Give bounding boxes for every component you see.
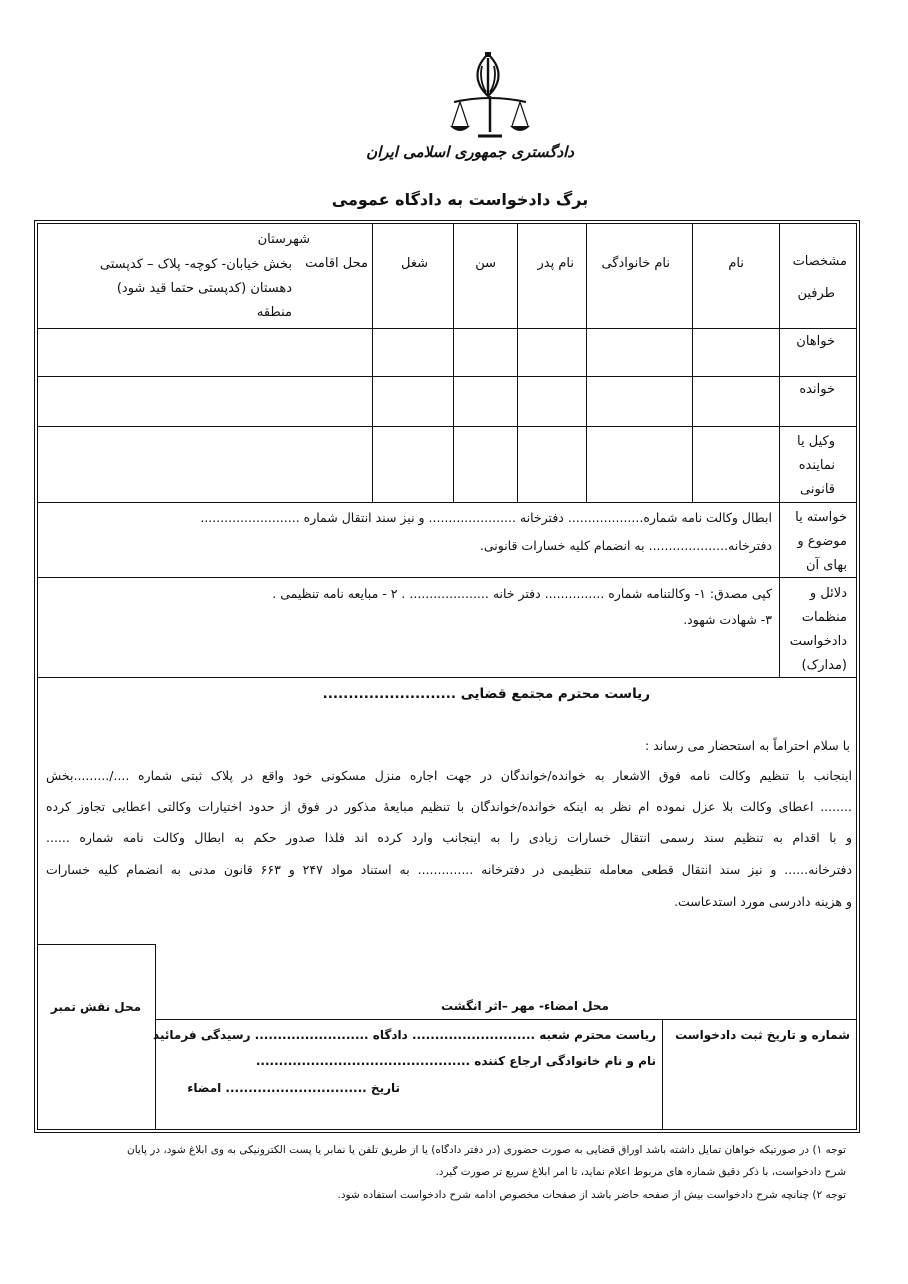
note-1-line-2: شرح دادخواست، با ذکر دقیق شماره های مربوط اعلام نماید، تا امر ابلاغ سریع تر صورت گیرد. bbox=[435, 1166, 846, 1178]
evidence-label-2: منظمات bbox=[801, 610, 847, 625]
letter-greeting: با سلام احتراماً به استحضار می رساند : bbox=[645, 738, 850, 753]
note-2: توجه ۲) چنانچه شرح دادخواست بیش از صفحه حاضر باشد از صفحات مخصوص ادامه شرح دادخواست استفاده شود. bbox=[337, 1189, 846, 1201]
header-residence-line4: منطقه bbox=[256, 305, 292, 320]
letter-line: ........ اعطای وکالت بلا عزل نموده ام نظر به اینکه خوانده/خواندگان با تنظیم مبایعهٔ مذکور در فوق از حدود اختیارات وکالتی اعطایی تجاوز کرده bbox=[46, 799, 852, 814]
letter-line: و با اقدام به تنظیم سند رسمی انتقال خسارات زیادی را به اینجانب وارد کرده اند فلذا صدور حکم به ابطال وکالت نامه شماره ...... bbox=[46, 830, 852, 845]
evidence-label-1: دلائل و bbox=[809, 586, 847, 601]
row-lawyer-label-3: قانونی bbox=[800, 482, 835, 497]
row-lawyer-label-1: وکیل یا bbox=[797, 434, 835, 449]
header-residence-line2: بخش خیابان- کوچه- پلاک – کدپستی bbox=[99, 257, 292, 272]
header-occupation: شغل bbox=[400, 256, 428, 271]
branch-line: ریاست محترم شعبه ........................... دادگاه ......................... رسیدگی فرمائید bbox=[153, 1028, 656, 1042]
evidence-text-line-1: کپی مصدق: ۱- وکالتنامه شماره ............... دفتر خانه .................... . ۲ - مبایعه نامه تنظیمی . bbox=[272, 586, 772, 601]
claim-text-line-1: ابطال وکالت نامه شماره................... دفترخانه ...................... و نیز سند انتقال شماره ......................... bbox=[200, 510, 772, 525]
row-defendant-label: خوانده bbox=[799, 382, 835, 397]
referrer-line: نام و نام خانوادگی ارجاع کننده ............................................... bbox=[255, 1054, 656, 1068]
evidence-label-3: دادخواست bbox=[789, 634, 847, 649]
note-1-line-1: توجه ۱) در صورتیکه خواهان تمایل داشته باشد اوراق قضایی به صورت حضوری (در دفتر دادگاه) یا از طریق تلفن یا نمابر یا پست الکترونیکی به وی ابلاغ شود، در پایان bbox=[126, 1144, 846, 1156]
header-father-name: نام پدر bbox=[537, 256, 574, 271]
letter-heading: ریاست محترم مجتمع قضایی .......................... bbox=[322, 686, 650, 702]
letter-line: و هزینه دادرسی مورد استدعاست. bbox=[674, 894, 852, 909]
logo-caption: دادگستری جمهوری اسلامی ایران bbox=[366, 143, 574, 161]
header-name: نام bbox=[728, 256, 744, 271]
date-signature-line: تاریخ ............................... امضاء bbox=[187, 1081, 400, 1095]
header-age: سن bbox=[475, 256, 496, 271]
header-family-name: نام خانوادگی bbox=[601, 256, 670, 271]
letter-line: اینجانب با تنظیم وکالت نامه فوق الاشعار به خوانده/خواندگان در جهت اجاره منزل مسکونی خود واقع در پلاک ثبتی شماره ..../.........بخش bbox=[46, 768, 852, 783]
header-residence-line1: شهرستان bbox=[257, 232, 310, 247]
evidence-text-line-2: ۳- شهادت شهود. bbox=[683, 612, 772, 627]
letter-line: دفترخانه...... و نیز سند انتقال قطعی معامله تنظیمی در دفترخانه .............. به استناد مواد ۲۴۷ و ۶۶۳ قانون مدنی به انضمام کلیه خسارات bbox=[46, 862, 852, 877]
claim-label-1: خواسته یا bbox=[795, 510, 847, 525]
header-parties: مشخصات bbox=[792, 254, 847, 269]
row-lawyer-label-2: نماینده bbox=[798, 458, 835, 473]
header-residence-line3: دهستان (کدپستی حتما قید شود) bbox=[116, 281, 292, 296]
header-parties-2: طرفین bbox=[797, 286, 835, 301]
row-plaintiff-label: خواهان bbox=[796, 334, 835, 349]
claim-label-2: موضوع و bbox=[797, 534, 847, 549]
claim-label-3: بهای آن bbox=[805, 558, 847, 573]
registration-label: شماره و تاریخ ثبت دادخواست bbox=[675, 1028, 850, 1042]
header-residence: محل اقامت bbox=[305, 256, 368, 271]
stamp-place-label: محل نقش تمبر bbox=[50, 1000, 142, 1014]
signature-place-label: محل امضاء- مهر –اثر انگشت bbox=[441, 999, 609, 1013]
evidence-label-4: (مدارک) bbox=[801, 658, 847, 673]
claim-text-line-2: دفترخانه.................... به انضمام کلیه خسارات قانونی. bbox=[479, 538, 772, 553]
form-title: برگ دادخواست به دادگاه عمومی bbox=[331, 190, 589, 209]
